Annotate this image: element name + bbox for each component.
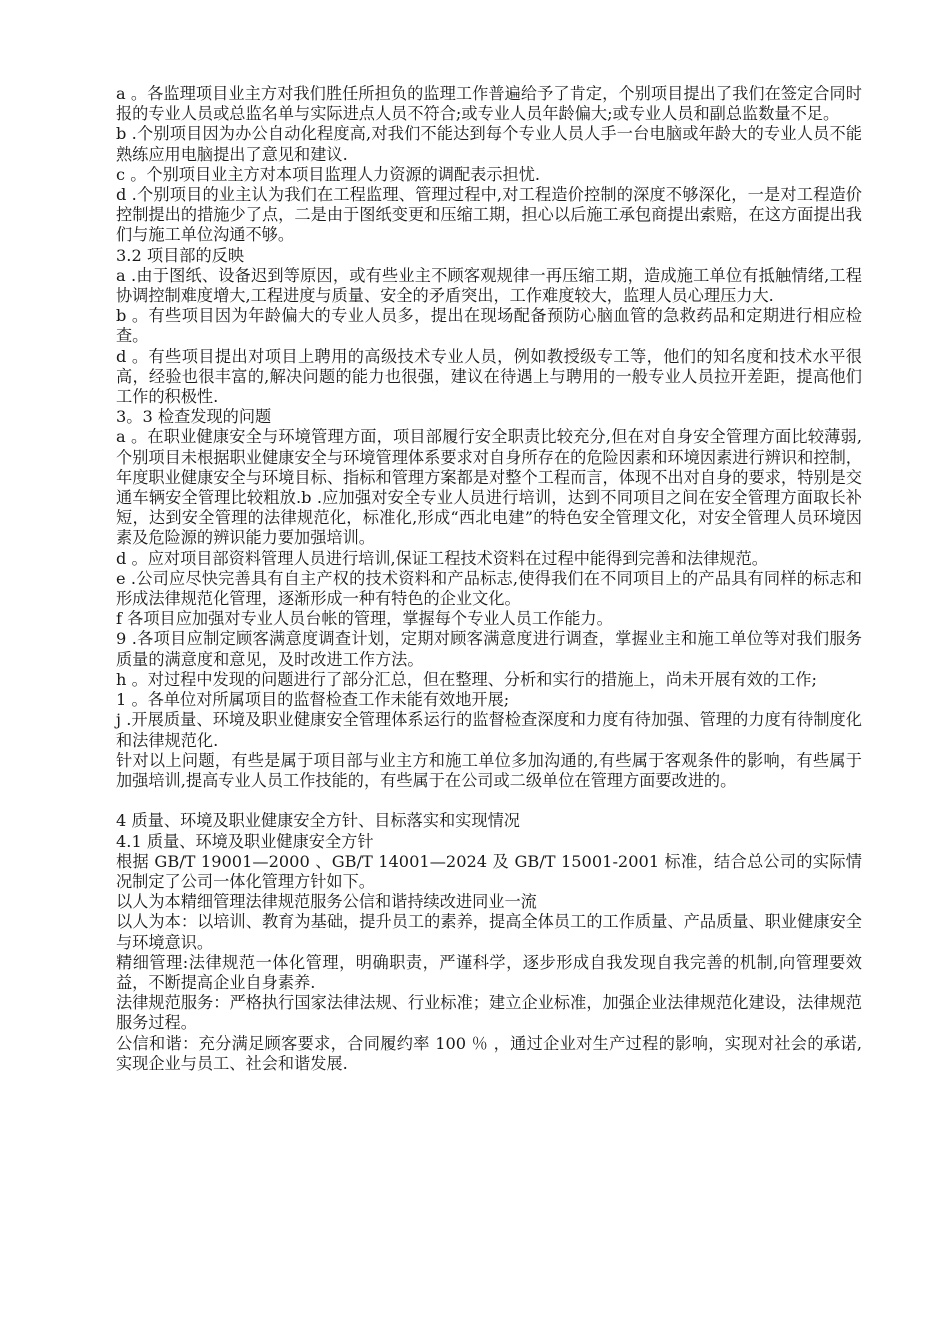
blank-line: [116, 791, 862, 811]
paragraph-policy-slogan: 以人为本精细管理法律规范服务公信和谐持续改进同业一流: [116, 892, 537, 912]
paragraph-policy-service: 法律规范服务：严格执行国家法律法规、行业标准；建立企业标准，加强企业法律规范化建设，法律规范服务过程。: [116, 993, 862, 1033]
paragraph-3-3-a: a 。在职业健康安全与环境管理方面，项目部履行安全职责比较充分,但在对自身安全管理方面比较薄弱,个别项目未根据职业健康安全与环境管理体系要求对自身所存在的危险因素和环境因素进行辨识和控制，年度职业健康安全与环境目标、指标和管理方案都是对整个工程而言，体现不出对自身的要求，特别是交通车辆安全管理比较粗放.b .应加强对安全专业人员进行培训，达到不同项目之间在安全管理方面取长补短，达到安全管理的法律规范化，标准化,形成“西北电建”的特色安全管理文化，对安全管理人员环境因素及危险源的辨识能力要加强培训。: [116, 427, 862, 548]
paragraph-3-3-d: d 。应对项目部资料管理人员进行培训,保证工程技术资料在过程中能得到完善和法律规范。: [116, 548, 768, 568]
paragraph-3-2-a: a .由于图纸、设备迟到等原因，或有些业主不顾客观规律一再压缩工期，造成施工单位有抵触情绪,工程协调控制难度增大,工程进度与质量、安全的矛盾突出，工作难度较大，监理人员心理压力大.: [116, 265, 862, 306]
paragraph-3-1-b: b .个别项目因为办公自动化程度高,对我们不能达到每个专业人员人手一台电脑或年龄大的专业人员不能熟练应用电脑提出了意见和建议.: [116, 124, 862, 164]
paragraph-3-3-9: 9 .各项目应制定顾客满意度调查计划，定期对顾客满意度进行调查，掌握业主和施工单位等对我们服务质量的满意度和意见，及时改进工作方法。: [116, 629, 862, 669]
paragraph-3-3-e: e .公司应尽快完善具有自主产权的技术资料和产品标志,使得我们在不同项目上的产品具有同样的标志和形成法律规范化管理，逐渐形成一种有特色的企业文化。: [116, 568, 862, 609]
paragraph-3-3-f: f 各项目应加强对专业人员台帐的管理，掌握每个专业人员工作能力。: [116, 609, 613, 629]
paragraph-3-2-d: d 。有些项目提出对项目上聘用的高级技术专业人员，例如教授级专工等，他们的知名度和技术水平很高，经验也很丰富的,解决问题的能力也很强，建议在待遇上与聘用的一般专业人员拉开差距，提高他们工作的积极性.: [116, 346, 862, 407]
section-heading-3-3: 3。3 检查发现的问题: [116, 407, 272, 427]
section-heading-3-2: 3.2 项目部的反映: [116, 245, 245, 265]
paragraph-standards: 根据 GB/T 19001—2000 、GB/T 14001—2024 及 GB/T 15001-2001 标准，结合总公司的实际情况制定了公司一体化管理方针如下。: [116, 851, 862, 891]
section-heading-4-1: 4.1 质量、环境及职业健康安全方针: [116, 831, 374, 851]
section-heading-4: 4 质量、环境及职业健康安全方针、目标落实和实现情况: [116, 811, 520, 831]
paragraph-3-1-a: a 。各监理项目业主方对我们胜任所担负的监理工作普遍给予了肯定，个别项目提出了我们在签定合同时报的专业人员或总监名单与实际进点人员不符合;或专业人员年龄偏大;或专业人员和副总监数量不足。: [116, 84, 862, 124]
paragraph-3-3-1: 1 。各单位对所属项目的监督检查工作未能有效地开展;: [116, 690, 510, 710]
paragraph-policy-people: 以人为本：以培训、教育为基础，提升员工的素养，提高全体员工的工作质量、产品质量、职业健康安全与环境意识。: [116, 912, 862, 952]
paragraph-3-1-c: c 。个别项目业主方对本项目监理人力资源的调配表示担忧.: [116, 164, 541, 184]
paragraph-3-3-h: h 。对过程中发现的问题进行了部分汇总，但在整理、分析和实行的措施上，尚未开展有效的工作;: [116, 669, 817, 689]
paragraph-summary: 针对以上问题，有些是属于项目部与业主方和施工单位多加沟通的,有些属于客观条件的影响，有些属于加强培训,提高专业人员工作技能的，有些属于在公司或二级单位在管理方面要改进的。: [116, 750, 862, 790]
document-body: [116, 84, 862, 1074]
paragraph-policy-harmony: 公信和谐：充分满足顾客要求，合同履约率 100 ％ ，通过企业对生产过程的影响，实现对社会的承诺,实现企业与员工、社会和谐发展.: [116, 1033, 862, 1073]
paragraph-3-3-j: j .开展质量、环境及职业健康安全管理体系运行的监督检查深度和力度有待加强、管理的力度有待制度化和法律规范化.: [116, 710, 862, 750]
paragraph-3-2-b: b 。有些项目因为年龄偏大的专业人员多，提出在现场配备预防心脑血管的急救药品和定期进行相应检查。: [116, 306, 862, 346]
paragraph-3-1-d: d .个别项目的业主认为我们在工程监理、管理过程中,对工程造价控制的深度不够深化，一是对工程造价控制提出的措施少了点，二是由于图纸变更和压缩工期，担心以后施工承包商提出索赔，在这方面提出我们与施工单位沟通不够。: [116, 185, 862, 245]
paragraph-policy-management: 精细管理:法律规范一体化管理，明确职责，严谨科学，逐步形成自我发现自我完善的机制,向管理要效益，不断提高企业自身素养.: [116, 952, 862, 992]
